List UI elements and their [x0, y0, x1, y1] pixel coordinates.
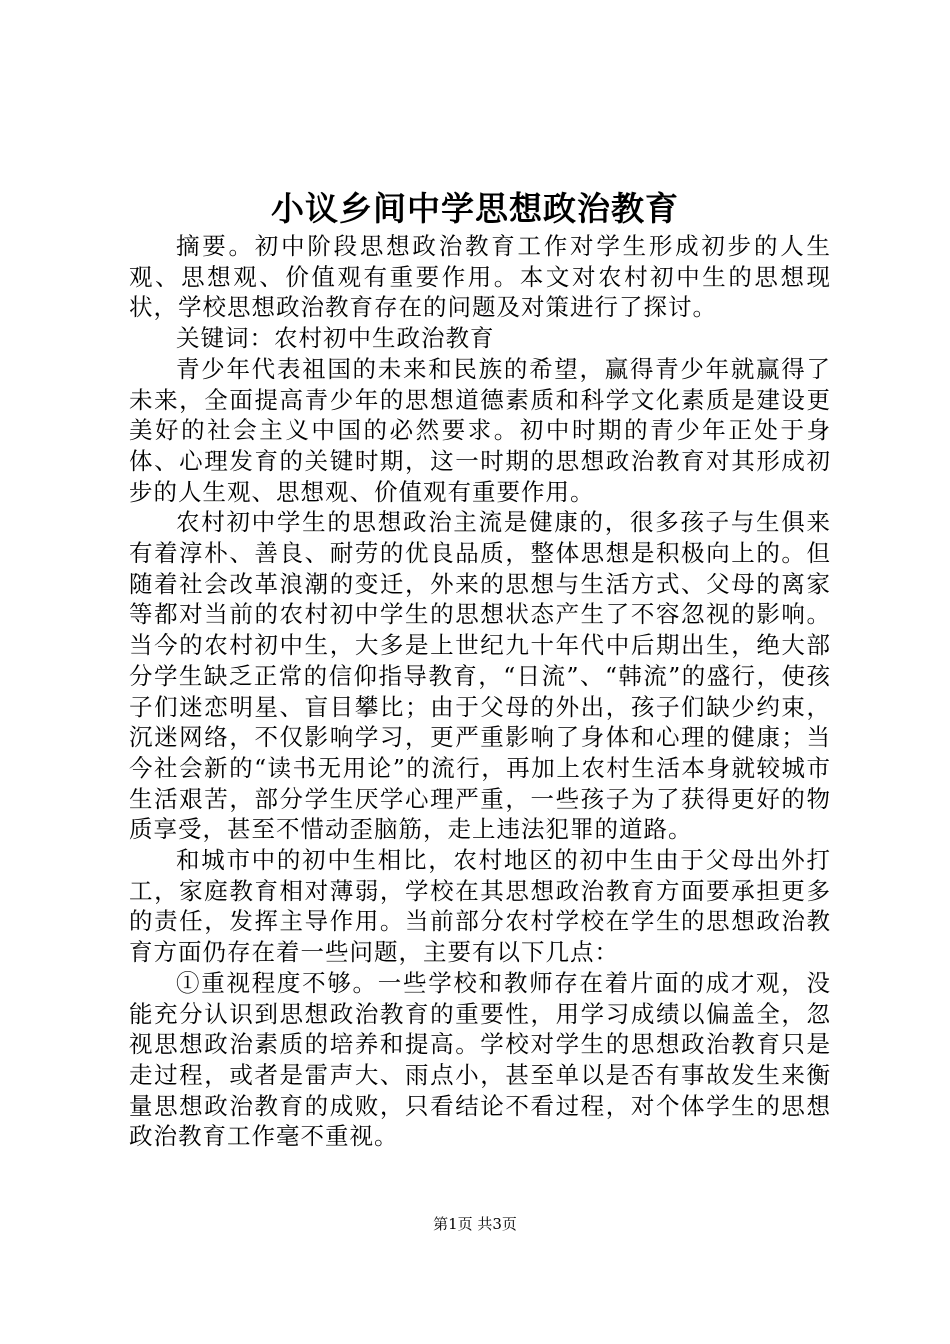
page-footer: 第1页 共3页 [433, 1215, 517, 1233]
keywords-paragraph: 关键词：农村初中生政治教育 [176, 324, 495, 353]
document-body [129, 231, 831, 1152]
body-paragraph-4: ①重视程度不够。一些学校和教师存在着片面的成才观，没能充分认识到思想政治教育的重要性，用学习成绩以偏盖全，忽视思想政治素质的培养和提高。学校对学生的思想政治教育只是走过程，或者是雷声大、雨点小，甚至单以是否有事故发生来衡量思想政治教育的成败，只看结论不看过程，对个体学生的思想政治教育工作毫不重视。 [129, 968, 831, 1151]
body-paragraph-2: 农村初中学生的思想政治主流是健康的，很多孩子与生俱来有着淳朴、善良、耐劳的优良品质，整体思想是积极向上的。但随着社会改革浪潮的变迁，外来的思想与生活方式、父母的离家等都对当前的农村初中学生的思想状态产生了不容忽视的影响。当今的农村初中生，大多是上世纪九十年代中后期出生，绝大部分学生缺乏正常的信仰指导教育，“日流”、“韩流”的盛行，使孩子们迷恋明星、盲目攀比；由于父母的外出，孩子们缺少约束，沉迷网络，不仅影响学习，更严重影响了身体和心理的健康；当今社会新的“读书无用论”的流行，再加上农村生活本身就较城市生活艰苦，部分学生厌学心理严重，一些孩子为了获得更好的物质享受，甚至不惜动歪脑筋，走上违法犯罪的道路。 [129, 508, 831, 844]
abstract-paragraph: 摘要。初中阶段思想政治教育工作对学生形成初步的人生观、思想观、价值观有重要作用。本文对农村初中生的思想现状，学校思想政治教育存在的问题及对策进行了探讨。 [129, 232, 831, 322]
body-paragraph-1: 青少年代表祖国的未来和民族的希望，赢得青少年就赢得了未来，全面提高青少年的思想道德素质和科学文化素质是建设更美好的社会主义中国的必然要求。初中时期的青少年正处于身体、心理发育的关键时期，这一时期的思想政治教育对其形成初步的人生观、思想观、价值观有重要作用。 [129, 354, 831, 506]
document-title: 小议乡间中学思想政治教育 [271, 189, 679, 228]
body-paragraph-3: 和城市中的初中生相比，农村地区的初中生由于父母出外打工，家庭教育相对薄弱，学校在其思想政治教育方面要承担更多的责任，发挥主导作用。当前部分农村学校在学生的思想政治教育方面仍存在着一些问题，主要有以下几点： [129, 846, 831, 967]
